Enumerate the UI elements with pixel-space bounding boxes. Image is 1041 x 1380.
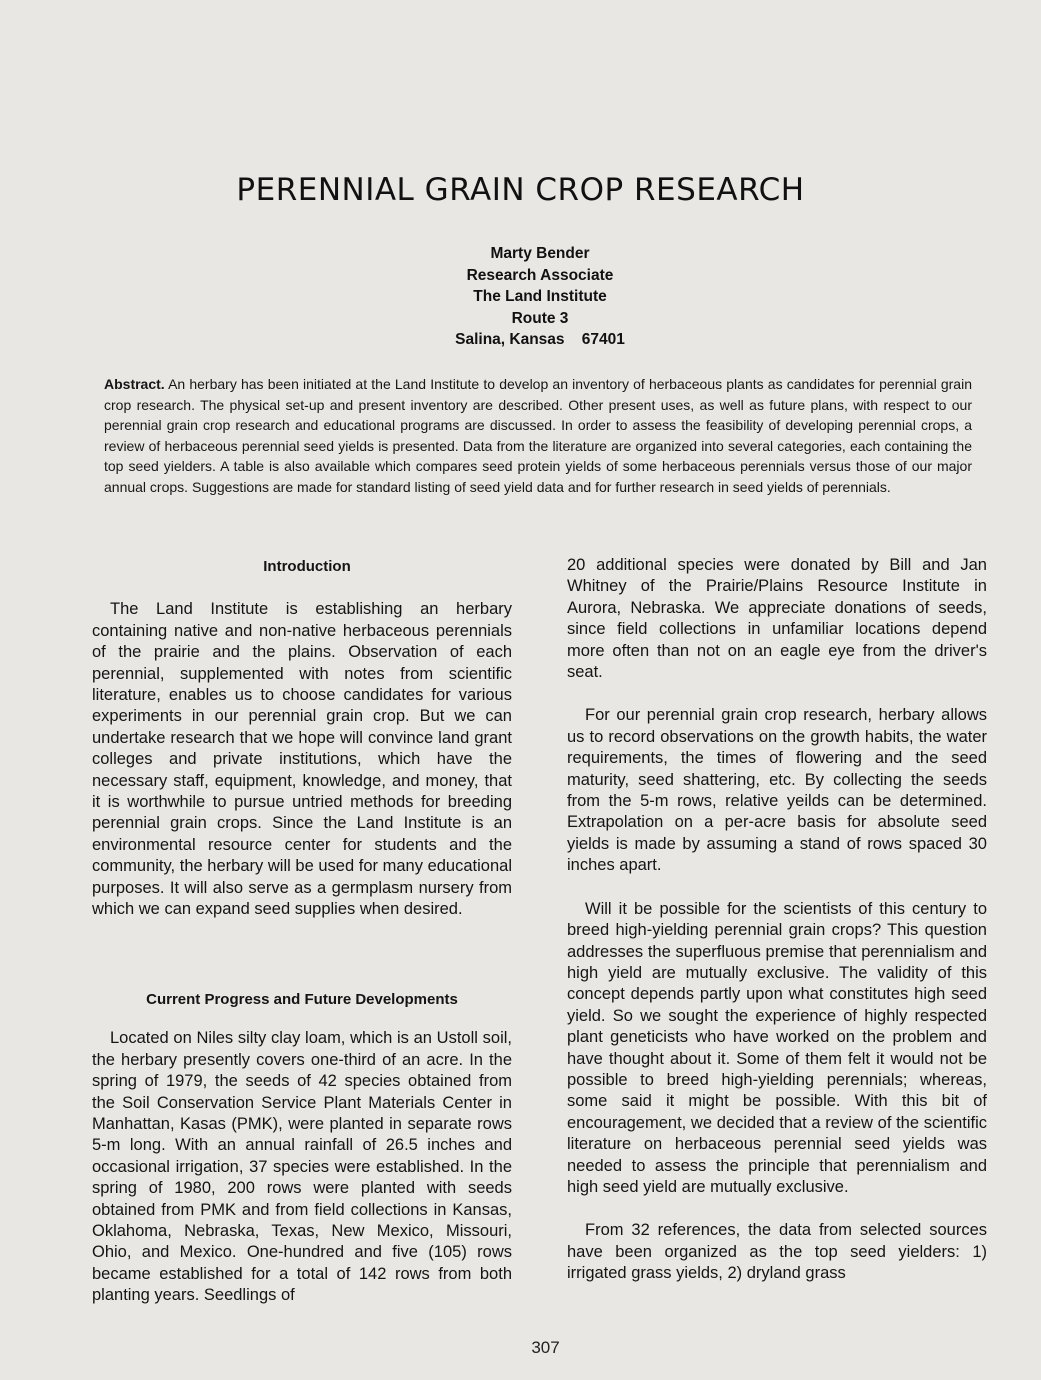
herbary-observation-paragraph: For our perennial grain crop research, herbary allows us to record observations on the growth habits, the water requirements, the times of flowering and the seed maturity, seed shattering, etc. By collecting the seeds from the 5-m rows, relative yeilds can be determined. Extrapolation on a per-acre basis for absolute seed yields is made by assuming a stand of rows spaced 30 inches apart.	[567, 706, 987, 875]
abstract	[104, 374, 972, 498]
paper-title: PERENNIAL GRAIN CROP RESEARCH	[236, 172, 805, 208]
show-through-texture	[560, 50, 806, 72]
progress-paragraph: Located on Niles silty clay loam, which is an Ustoll soil, the herbary presently covers one-third of an acre. In the spring of 1979, the seeds of 42 species obtained from the Soil Conservation Service Plant Materials Center in Manhattan, Kasas (PMK), were planted in separate rows 5-m long. With an annual rainfall of 26.5 inches and occasional irrigation, 37 species were established. In the spring of 1980, 200 rows were planted with seeds obtained from PMK and from field collections in Kansas, Oklahoma, Nebraska, Texas, New Mexico, Missouri, Ohio, and Mexico. One-hundred and five (105) rows became established for a total of 142 rows from both planting years. Seedlings of	[92, 1029, 512, 1305]
right-column	[567, 555, 987, 1285]
left-column-lower	[92, 989, 512, 1307]
progress-heading: Current Progress and Future Developments	[146, 991, 458, 1008]
left-column	[92, 556, 512, 921]
page-number: 307	[531, 1338, 560, 1357]
introduction-paragraph: The Land Institute is establishing an herbary containing native and non-native herbaceous perennials of the prairie and the plains. Observation of each perennial, supplemented with notes from scientific literature, enables us to choose candidates for various experiments in our perennial grain crop. But we can undertake research that we hope will convince land grant colleges and private institutions, which have the necessary staff, equipment, knowledge, and money, that it is worthwhile to pursue untried methods for breeding perennial grain crops. Since the Land Institute is an environmental resource center for students and the community, the herbary will be used for many educational purposes. It will also serve as a germplasm nursery from which we can expand seed supplies when desired.	[92, 600, 512, 919]
author-organization: The Land Institute	[473, 288, 607, 305]
donation-paragraph: 20 additional species were donated by Bill and Jan Whitney of the Prairie/Plains Resource Institute in Aurora, Nebraska. We appreciate donations of seeds, since field collections in unfamiliar locations depend more often than not on an eagle eye from the driver's seat.	[567, 556, 987, 682]
introduction-heading: Introduction	[263, 558, 351, 575]
author-name: Marty Bender	[490, 245, 590, 262]
abstract-text: An herbary has been initiated at the Land Institute to develop an inventory of herbaceous plants as candidates for perennial grain crop research. The physical set-up and present inventory are described. Other present uses, as well as future plans, with respect to our perennial grain crop research and educational programs are discussed. In order to assess the feasibility of developing perennial crops, a review of herbaceous perennial seed yields is presented. Data from the literature are organized into several categories, each containing the top seed yielders. A table is also available which compares seed protein yields of some herbaceous perennials versus those of our major annual crops. Suggestions are made for standard listing of seed yield data and for further research in seed yields of perennials.	[104, 376, 972, 495]
feasibility-paragraph: Will it be possible for the scientists of this century to breed high-yielding perennial grain crops? This question addresses the superfluous premise that perennialism and high yield are mutually exclusive. The validity of this concept depends partly upon what constitutes high seed yield. So we sought the experience of highly respected plant geneticists who have worked on the problem and have thought about it. Some of them felt it would not be possible to breed high-yielding perennials; whereas, some said it might be possible. With this bit of encouragement, we decided that a review of the scientific literature on herbaceous perennial seed yields was needed to assess the principle that perennialism and high seed yield are mutually exclusive.	[567, 899, 987, 1196]
abstract-label: Abstract.	[104, 376, 165, 392]
author-role: Research Associate	[466, 266, 614, 284]
author-street: Route 3	[511, 309, 569, 327]
author-city: Salina, Kansas 67401	[455, 331, 625, 348]
references-paragraph: From 32 references, the data from selected sources have been organized as the top seed yielders: 1) irrigated grass yields, 2) dryland grass	[567, 1221, 987, 1283]
author-block	[330, 243, 750, 351]
